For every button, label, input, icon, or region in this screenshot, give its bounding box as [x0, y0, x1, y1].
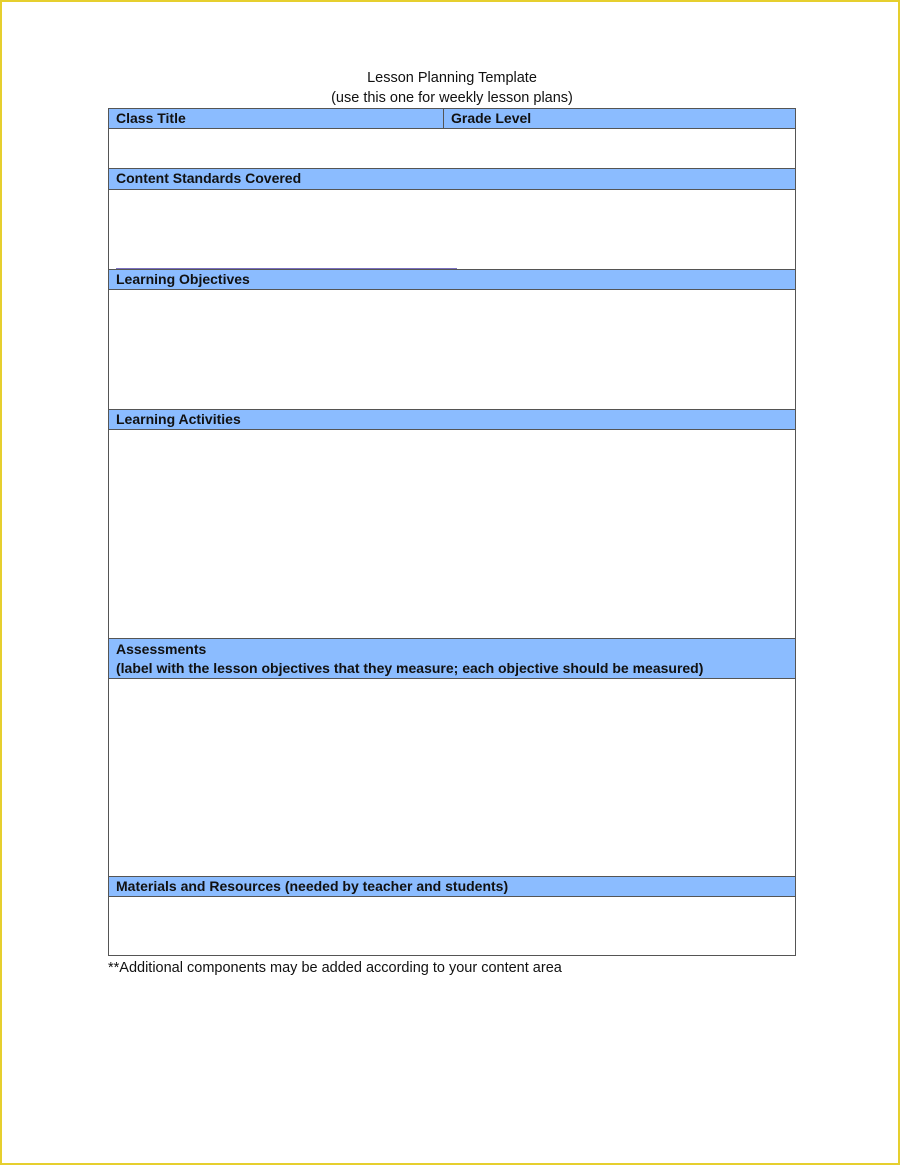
learning-activities-header [109, 410, 795, 430]
content-standards-field[interactable] [109, 190, 795, 270]
materials-header [109, 877, 795, 897]
class-title-field[interactable] [109, 129, 443, 168]
assessments-note: (label with the lesson objectives that they measure; each objective should be measured) [116, 660, 704, 676]
footnote: **Additional components may be added according to your content area [108, 960, 562, 976]
document-title: Lesson Planning Template [367, 70, 537, 86]
grade-level-field[interactable] [444, 129, 795, 168]
learning-objectives-header [109, 270, 795, 290]
standards-underline [116, 268, 457, 269]
content-standards-label: Content Standards Covered [116, 170, 302, 186]
learning-objectives-label: Learning Objectives [116, 271, 250, 287]
grade-level-label: Grade Level [451, 110, 532, 126]
learning-activities-label: Learning Activities [116, 411, 241, 427]
assessments-field[interactable] [109, 679, 795, 877]
class-grade-header-row [109, 109, 795, 129]
learning-objectives-field[interactable] [109, 290, 795, 410]
materials-field[interactable] [109, 897, 795, 955]
document-subtitle: (use this one for weekly lesson plans) [331, 90, 573, 106]
assessments-label: Assessments [116, 641, 207, 657]
content-standards-header [109, 169, 795, 190]
class-grade-input-row [109, 129, 795, 169]
learning-activities-field[interactable] [109, 430, 795, 639]
assessments-header [109, 639, 795, 679]
lesson-plan-table [108, 108, 796, 956]
class-title-label: Class Title [116, 110, 186, 126]
materials-label: Materials and Resources (needed by teacher and students) [116, 878, 509, 894]
